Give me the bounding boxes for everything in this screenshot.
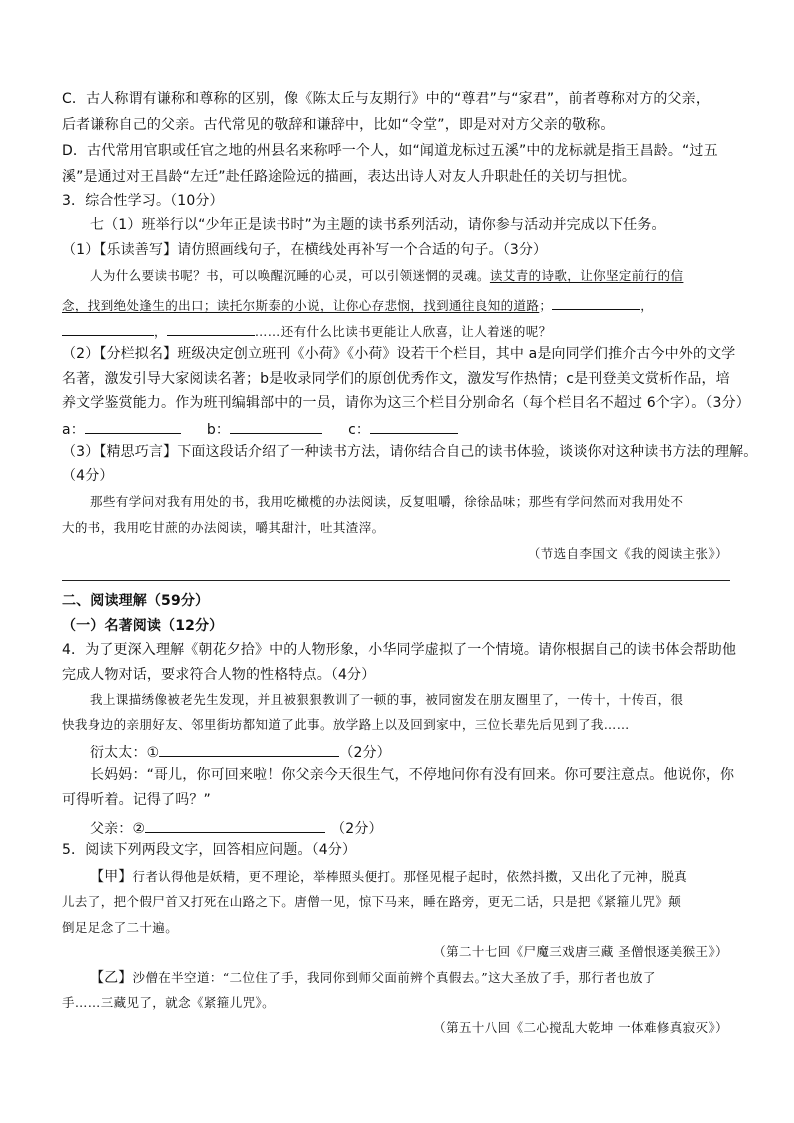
jia-tag: 【甲】 [90,869,133,885]
q3-task2-line-2: 名著，激发引导大家阅读名著；b是收录同学们的原创优秀作文，激发写作热情；c是刊登美文赏析作品，培 [62,371,730,387]
q5-heading: 5．阅读下列两段文字，回答相应问题。（4分） [62,842,357,858]
answer-blank-father[interactable] [145,819,325,833]
yantaitai-label: 衍太太：① [90,745,160,761]
answer-blank-yantaitai[interactable] [159,743,339,757]
punctuation: ； [539,298,553,313]
option-d-line-1: D．古代常用官职或任官之地的州县名来称呼一个人，如“闻道龙标过五溪”中的龙标就是指王昌龄。“过五 [62,143,718,159]
answer-blank-b[interactable] [230,420,322,434]
q3-task3-line-1: （3）【精思巧言】下面这段话介绍了一种读书方法，请你结合自己的读书体验，谈谈你对这种读书方法的理解。 [62,444,758,460]
label-a: a： [62,422,85,438]
underlined-sentence: 念，找到绝处逢生的出口；读托尔斯泰的小说，让你心存悲悯，找到通往良知的道路 [62,298,540,313]
q3-task1-prompt: （1）【乐读善写】请仿照画线句子，在横线处再补写一个合适的句子。（3分） [62,242,548,258]
punctuation: ， [154,324,167,339]
answer-blank-3[interactable] [167,322,255,336]
option-d-line-2: 溪”是通过对王昌龄“左迁”赴任路途险远的描画，表达出诗人对友人升职赴任的关切与担忧。 [62,169,637,185]
answer-blank-1[interactable] [552,296,640,310]
q3-heading: 3．综合性学习。（10分） [62,193,224,209]
score-note: （2分） [331,821,383,837]
q3-task3-source: （节选自李国文《我的阅读主张》） [527,546,728,561]
q5-jia-line-1 [90,870,687,884]
passage-text: ……还有什么比读书更能让人欣喜，让人着迷的呢？ [254,324,552,339]
q5-jia-line-2: 儿去了，把个假尸首又打死在山路之下。唐僧一见，惊下马来，睡在路旁，更无二话，只是把《紧箍儿咒》颠 [62,894,682,909]
option-c-line-2: 后者谦称自己的父亲。古代常见的敬辞和谦辞中，比如“令堂”，即是对对方父亲的敬称。 [62,117,615,133]
q3-task3-line-2: （4分） [62,468,114,484]
underlined-sentence: 读艾青的诗歌，让你坚定前行的信 [489,268,684,283]
q5-jia-line-3: 倒足足念了二十遍。 [62,920,179,935]
q3-task3-quote-line-2: 大的书，我用吃甘蔗的办法阅读，嚼其甜汁，吐其渣滓。 [62,520,385,535]
q5-yi-source: （第五十八回《二心搅乱大乾坤 一体难修真寂灭》） [433,1020,728,1035]
option-c-line-1: C．古人称谓有谦称和尊称的区别，像《陈太丘与友期行》中的“尊君”与“家君”，前者尊称对方的父亲， [62,91,710,107]
father-label: 父亲：② [90,821,146,837]
label-c: c： [348,422,371,438]
section-divider [62,580,730,581]
label-b: b： [206,422,231,438]
q4-changmama-line-1: 长妈妈：“哥儿，你可回来啦！你父亲今天很生气，不停地问你有没有回来。你可要注意点。他说你，你 [90,767,735,783]
q5-yi-line-2: 手……三藏见了，就念《紧箍儿咒》。 [62,995,276,1010]
q3-task1-passage-line-3 [62,322,552,339]
q3-task3-quote-line-1: 那些有学问对我有用处的书，我用吃橄榄的办法阅读，反复咀嚼，徐徐品味；那些有学问然而对我用处不 [90,494,684,509]
answer-blank-a[interactable] [85,420,181,434]
jia-text: 行者认得他是妖精，更不理论，举棒照头便打。那怪见棍子起时，依然抖擞，又出化了元神，脱真 [132,869,688,884]
q4-yantaitai-line [90,743,391,760]
q3-task2-answers [62,420,458,437]
answer-blank-2[interactable] [62,322,154,336]
punctuation: ， [640,298,654,313]
q3-task1-passage-line-1 [90,270,683,283]
q3-task2-line-3: 养文学鉴赏能力。作为班刊编辑部中的一员，请你为这三个栏目分别命名（每个栏目名不超过 6个字）。（3分） [62,395,750,411]
q3-intro: 七（1）班举行以“少年正是读书时”为主题的读书系列活动，请你参与活动并完成以下任务。 [90,217,666,233]
score-note: （2分） [339,745,391,761]
q5-yi-line-1 [90,971,656,985]
passage-text: 人为什么要读书呢？书，可以唤醒沉睡的心灵，可以引领迷惘的灵魂。 [90,268,490,283]
q4-changmama-line-2: 可得听着。记得了吗？” [62,792,211,808]
answer-blank-c[interactable] [370,420,458,434]
q4-line-2: 完成人物对话，要求符合人物的性格特点。（4分） [62,667,376,683]
q4-scenario-line-1: 我上课描绣像被老先生发现，并且被狠狠教训了一顿的事，被同窗发在朋友圈里了，一传十，十传百，很 [90,692,684,707]
q4-scenario-line-2: 快我身边的亲朋好友、邻里街坊都知道了此事。放学路上以及回到家中，三位长辈先后见到了我…… [62,717,630,732]
yi-tag: 【乙】 [90,970,133,986]
q4-father-line [90,819,383,836]
q5-jia-source: （第二十七回《尸魔三戏唐三藏 圣僧恨逐美猴王》） [433,944,728,959]
section-2-subtitle: （一）名著阅读（12分） [62,618,224,634]
q3-task1-passage-line-2 [62,296,653,313]
q3-task2-line-1: （2）【分栏拟名】班级决定创立班刊《小荷》《小荷》设若干个栏目，其中 a是向同学们推介古今中外的文学 [62,346,736,362]
yi-text: 沙僧在半空道：“二位住了手，我同你到师父面前辨个真假去。”这大圣放了手，那行者也放了 [132,970,656,985]
q4-line-1: 4．为了更深入理解《朝花夕拾》中的人物形象，小华同学虚拟了一个情境。请你根据自己的读书体会帮助他 [62,642,737,658]
section-2-title: 二、阅读理解（59分） [62,593,210,609]
